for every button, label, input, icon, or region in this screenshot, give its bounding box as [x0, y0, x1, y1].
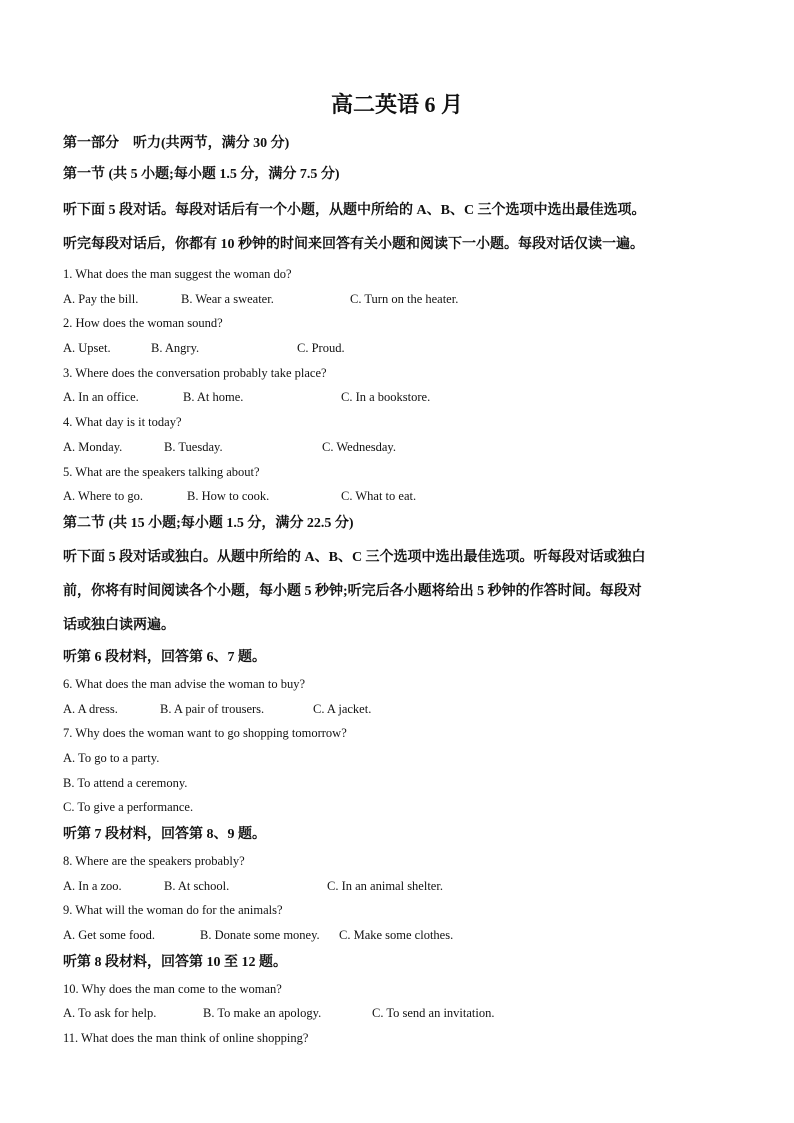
section2-instruction-line1: 听下面 5 段对话或独白。从题中所给的 A、B、C 三个选项中选出最佳选项。听每段对话或独白 [63, 549, 646, 565]
part1-heading: 第一部分 听力(共两节，满分 30 分) [63, 136, 290, 151]
option-8b: B. At school. [164, 878, 230, 893]
option-5c: C. What to eat. [341, 489, 417, 504]
option-7c: C. To give a performance. [63, 800, 194, 815]
option-10c: C. To send an invitation. [372, 1006, 495, 1021]
option-7a: A. To go to a party. [63, 750, 160, 765]
exam-page [63, 88, 731, 1055]
option-2c: C. Proud. [297, 341, 345, 356]
question-2: 2. How does the woman sound? [63, 316, 223, 331]
material7-heading: 听第 7 段材料，回答第 8、9 题。 [63, 827, 266, 842]
option-5b: B. How to cook. [187, 489, 270, 504]
options-6 [63, 701, 731, 717]
option-4b: B. Tuesday. [164, 439, 223, 454]
question-7: 7. Why does the woman want to go shopping tomorrow? [63, 726, 347, 741]
page-title: 高二英语 6 月 [330, 92, 463, 117]
section2-instruction-line2: 前，你将有时间阅读各个小题，每小题 5 秒钟;听完后各小题将给出 5 秒钟的作答时间。每段对 [63, 583, 642, 599]
option-5a: A. Where to go. [63, 489, 143, 504]
option-10b: B. To make an apology. [203, 1006, 322, 1021]
question-9: 9. What will the woman do for the animals? [63, 903, 283, 918]
option-1c: C. Turn on the heater. [350, 291, 459, 306]
section2-heading: 第二节 (共 15 小题;每小题 1.5 分，满分 22.5 分) [63, 515, 354, 531]
section2-instruction-line3: 话或独白读两遍。 [63, 617, 175, 633]
question-8: 8. Where are the speakers probably? [63, 854, 245, 868]
options-9 [63, 927, 731, 943]
option-9b: B. Donate some money. [200, 928, 320, 943]
option-6a: A. A dress. [63, 701, 118, 716]
option-9c: C. Make some clothes. [339, 928, 454, 943]
options-4 [63, 439, 731, 455]
option-8a: A. In a zoo. [63, 878, 122, 893]
option-2b: B. Angry. [151, 341, 200, 356]
option-7b: B. To attend a ceremony. [63, 775, 188, 790]
question-4: 4. What day is it today? [63, 415, 182, 430]
option-9a: A. Get some food. [63, 928, 155, 943]
question-3: 3. Where does the conversation probably take place? [63, 365, 327, 380]
option-6c: C. A jacket. [313, 701, 372, 716]
option-4c: C. Wednesday. [322, 439, 396, 454]
option-3b: B. At home. [183, 390, 244, 405]
options-10 [63, 1005, 731, 1021]
option-2a: A. Upset. [63, 341, 111, 356]
question-1: 1. What does the man suggest the woman do? [63, 267, 292, 281]
option-1b: B. Wear a sweater. [181, 291, 274, 306]
option-4a: A. Monday. [63, 439, 123, 454]
section1-instruction-line1: 听下面 5 段对话。每段对话后有一个小题，从题中所给的 A、B、C 三个选项中选出最佳选项。 [63, 203, 646, 218]
material8-heading: 听第 8 段材料，回答第 10 至 12 题。 [63, 954, 287, 970]
section1-instruction-line2: 听完每段对话后，你都有 10 秒钟的时间来回答有关小题和阅读下一小题。每段对话仅读一遍。 [63, 237, 644, 252]
option-6b: B. A pair of trousers. [160, 701, 265, 716]
options-5 [63, 488, 731, 504]
section1-heading: 第一节 (共 5 小题;每小题 1.5 分，满分 7.5 分) [63, 167, 340, 182]
options-3 [63, 389, 731, 405]
options-8 [63, 878, 731, 894]
question-11: 11. What does the man think of online shopping? [63, 1031, 309, 1046]
option-8c: C. In an animal shelter. [327, 878, 443, 893]
material6-heading: 听第 6 段材料，回答第 6、7 题。 [63, 649, 266, 665]
option-10a: A. To ask for help. [63, 1006, 157, 1021]
options-1 [63, 291, 731, 307]
options-2 [63, 340, 731, 356]
option-3c: C. In a bookstore. [341, 390, 431, 405]
question-6: 6. What does the man advise the woman to buy? [63, 676, 306, 691]
question-5: 5. What are the speakers talking about? [63, 464, 260, 479]
option-1a: A. Pay the bill. [63, 291, 139, 306]
question-10: 10. Why does the man come to the woman? [63, 981, 282, 996]
option-3a: A. In an office. [63, 390, 139, 405]
